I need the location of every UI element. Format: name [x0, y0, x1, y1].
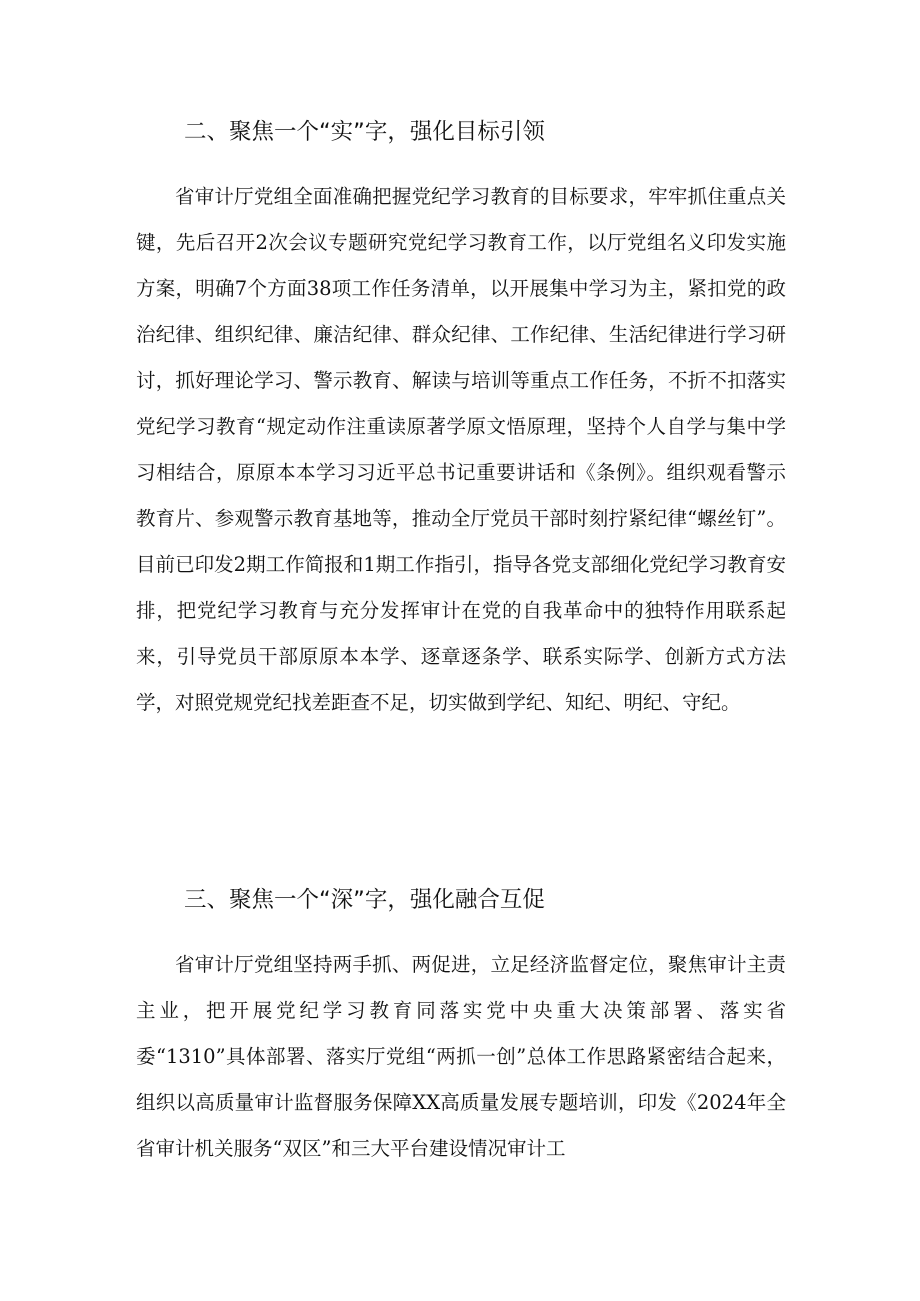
section-three-paragraph: 省审计厅党组坚持两手抓、两促进，立足经济监督定位，聚焦审计主责主业，把开展党纪学习教育同落实党中央重大决策部署、落实省委“1310”具体部署、落实厅党组“两抓一创”总体工作思路紧密结合起来，组织以高质量审计监督服务保障XX高质量发展专题培训，印发《2024年全省审计机关服务“双区”和三大平台建设情况审计工 [136, 953, 786, 1160]
section-three-heading: 三、聚焦一个“深”字，强化融合互促 [184, 887, 545, 913]
section-two-paragraph: 省审计厅党组全面准确把握党纪学习教育的目标要求，牢牢抓住重点关键，先后召开2次会议专题研究党纪学习教育工作，以厅党组名义印发实施方案，明确7个方面38项工作任务清单，以开展集中学习为主，紧扣党的政治纪律、组织纪律、廉洁纪律、群众纪律、工作纪律、生活纪律进行学习研讨，抓好理论学习、警示教育、解读与培训等重点工作任务，不折不扣落实党纪学习教育“规定动作注重读原著学原文悟原理，坚持个人自学与集中学习相结合，原原本本学习习近平总书记重要讲话和《条例》。组织观看警示教育片、参观警示教育基地等，推动全厅党员干部时刻拧紧纪律“螺丝钉”。目前已印发2期工作简报和1期工作指引，指导各党支部细化党纪学习教育安排，把党纪学习教育与充分发挥审计在党的自我革命中的独特作用联系起来，引导党员干部原原本本学、逐章逐条学、联系实际学、创新方式方法学，对照党规党纪找差距查不足，切实做到学纪、知纪、明纪、守纪。 [136, 185, 786, 714]
section-two-heading: 二、聚焦一个“实”字，强化目标引领 [184, 119, 545, 145]
section-two [136, 112, 786, 726]
section-three [136, 880, 786, 1172]
